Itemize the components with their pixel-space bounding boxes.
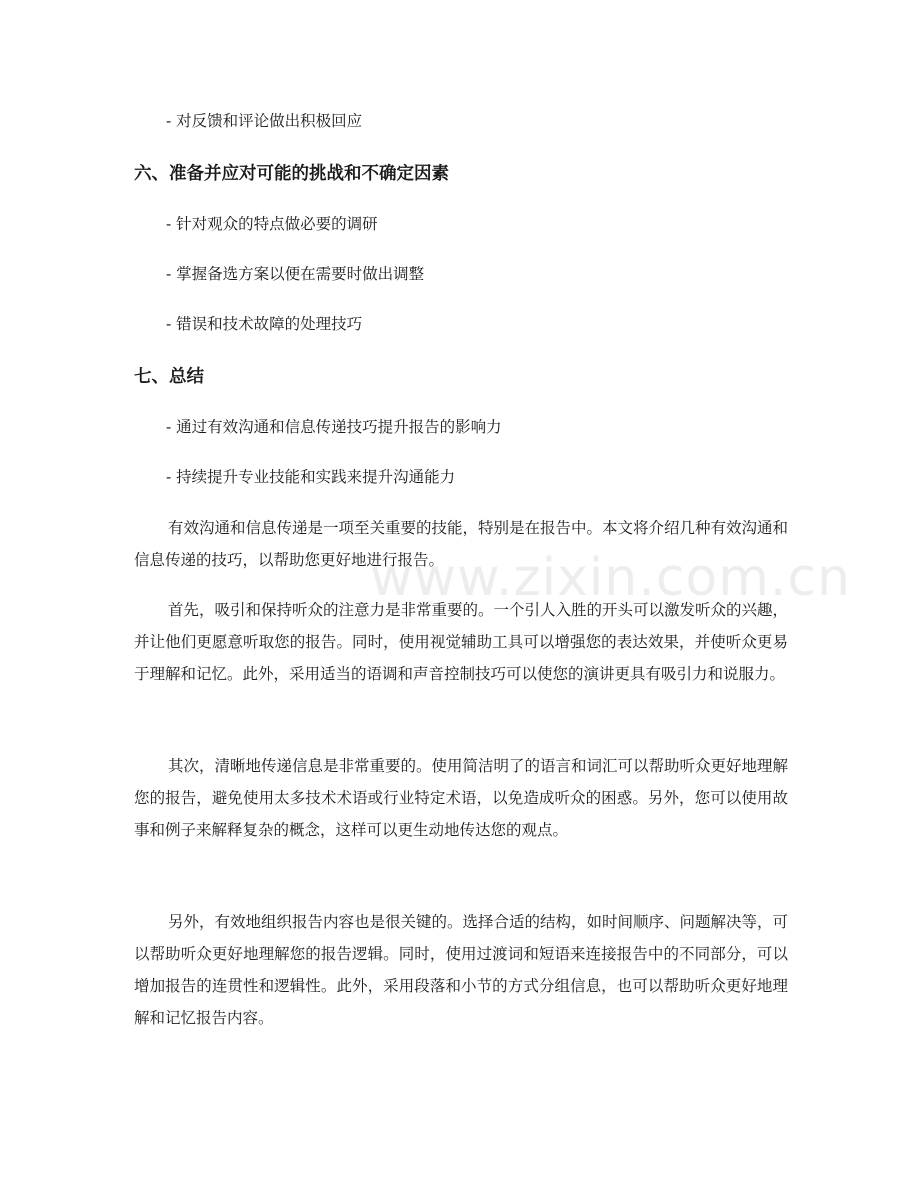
paragraph-organization: 另外，有效地组织报告内容也是很关键的。选择合适的结构，如时间顺序、问题解决等，可以帮助听众更好地理解您的报告逻辑。同时，使用过渡词和短语来连接报告中的不同部分，可以增加报告的连贯性和逻辑性。此外，采用段落和小节的方式分组信息，也可以帮助听众更好地理解和记忆报告内容。 — [134, 913, 789, 1027]
bullet-backup-plan: - 掌握备选方案以便在需要时做出调整 — [166, 265, 425, 283]
section-heading-7: 七、总结 — [134, 367, 204, 387]
paragraph-clarity: 其次，清晰地传递信息是非常重要的。使用简洁明了的语言和词汇可以帮助听众更好地理解您的报告，避免使用太多技术术语或行业特定术语，以免造成听众的困惑。另外，您可以使用故事和例子来解释复杂的概念，这样可以更生动地传达您的观点。 — [134, 757, 789, 839]
bullet-improve-impact: - 通过有效沟通和信息传递技巧提升报告的影响力 — [166, 418, 502, 436]
bullet-audience-research: - 针对观众的特点做必要的调研 — [166, 215, 378, 233]
bullet-continuous-improvement: - 持续提升专业技能和实践来提升沟通能力 — [166, 468, 456, 486]
paragraph-intro: 有效沟通和信息传递是一项至关重要的技能，特别是在报告中。本文将介绍几种有效沟通和信息传递的技巧，以帮助您更好地进行报告。 — [134, 519, 789, 569]
bullet-error-handling: - 错误和技术故障的处理技巧 — [166, 315, 363, 333]
watermark-text: www.zixin.com.cn — [370, 548, 851, 608]
section-heading-6: 六、准备并应对可能的挑战和不确定因素 — [134, 164, 449, 184]
bullet-feedback: - 对反馈和评论做出积极回应 — [166, 112, 363, 130]
paragraph-attention: 首先，吸引和保持听众的注意力是非常重要的。一个引人入胜的开头可以激发听众的兴趣，并让他们更愿意听取您的报告。同时，使用视觉辅助工具可以增强您的表达效果，并使听众更易于理解和记忆。此外，采用适当的语调和声音控制技巧可以使您的演讲更具有吸引力和说服力。 — [134, 601, 789, 683]
